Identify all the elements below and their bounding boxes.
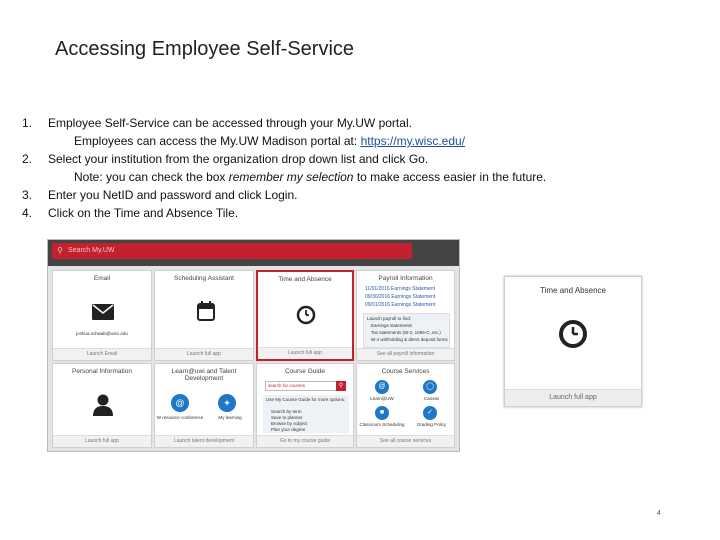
step-text: Select your institution from the organization drop down list and click Go. <box>48 152 429 166</box>
course-search-button[interactable]: ⚲ <box>336 381 346 391</box>
step-2 <box>22 150 546 168</box>
tile-title: Time and Absence <box>540 286 606 295</box>
tile-footer[interactable]: Launch full app <box>505 389 641 406</box>
tile-footer[interactable]: See all payroll information <box>357 348 454 360</box>
tile-footer[interactable]: Go to my course guide <box>257 435 353 447</box>
course-guide-option: Browse by subject <box>271 421 308 426</box>
tile-title: Email <box>93 275 111 282</box>
payroll-item: Tax statements (W-2, 1095-C, etc.) <box>371 330 441 335</box>
tile-scheduling-assistant[interactable] <box>154 270 254 361</box>
course-service-link[interactable]: Classroom Scheduling <box>359 422 405 427</box>
tile-footer[interactable]: Launch full app <box>155 348 253 360</box>
tile-time-and-absence[interactable] <box>256 270 354 361</box>
note-prefix: Note: you can check the box <box>74 170 229 184</box>
payroll-launch-label: Launch payroll to find: <box>367 316 412 321</box>
clock-icon <box>558 319 588 349</box>
person-icon <box>93 394 113 416</box>
earnings-statement-link[interactable]: 11/01/2016 Earnings Statement <box>365 286 435 292</box>
course-service-link[interactable]: Grading Policy <box>416 422 447 427</box>
learning-link[interactable]: W resource conference <box>156 415 204 420</box>
tile-title: Payroll Information <box>378 275 433 282</box>
search-icon: ⚲ <box>57 246 63 255</box>
step-number: 2. <box>22 152 33 166</box>
clock-icon <box>296 305 316 325</box>
course-guide-help-box <box>263 395 349 433</box>
tile-footer[interactable]: See all course services <box>357 435 454 447</box>
step-text: Employee Self-Service can be accessed through your My.UW portal. <box>48 116 412 130</box>
classroom-icon: ■ <box>375 406 389 420</box>
note-remember-selection <box>22 168 546 186</box>
portal-topbar <box>48 240 459 266</box>
portal-screenshot <box>47 239 460 452</box>
tile-title: Time and Absence <box>278 276 332 283</box>
tile-title: Course Guide <box>284 368 326 375</box>
course-guide-option: Save to planner <box>271 415 303 420</box>
portal-search-bar[interactable] <box>52 243 412 259</box>
course-guide-option: Search by term <box>271 409 302 414</box>
course-guide-option: Plan your degree <box>271 427 306 432</box>
earnings-statement-link[interactable]: 09/01/2016 Earnings Statement <box>365 302 436 308</box>
tile-title: Scheduling Assistant <box>174 275 234 282</box>
step-number: 3. <box>22 188 33 202</box>
zoomed-time-and-absence-tile[interactable] <box>504 276 642 407</box>
step-text: Enter you NetID and password and click Login. <box>48 188 298 202</box>
payroll-item: W-4 withholding & direct deposit forms <box>371 337 448 342</box>
tile-personal-information[interactable] <box>52 363 152 448</box>
tile-course-services[interactable] <box>356 363 455 448</box>
tile-title: Personal Information <box>72 368 132 375</box>
learn-uw-icon: @ <box>375 380 389 394</box>
note-text: Employees can access the My.UW Madison portal at: <box>74 134 361 148</box>
step-1 <box>22 114 546 132</box>
course-service-link[interactable]: Canvas <box>423 396 440 401</box>
course-guide-hint: Use My Course Guide for more options: <box>266 397 346 402</box>
my-learning-icon: ✦ <box>218 394 236 412</box>
tile-title: Course Services <box>381 368 430 375</box>
step-number: 1. <box>22 116 33 130</box>
portal-search-placeholder: Search My.UW <box>68 247 115 254</box>
learning-link[interactable]: My learning <box>218 415 242 420</box>
grading-icon: ✓ <box>423 406 437 420</box>
tile-email[interactable] <box>52 270 152 361</box>
tile-footer[interactable]: Launch Email <box>53 348 151 360</box>
step-3 <box>22 186 546 204</box>
step-text: Click on the Time and Absence Tile. <box>48 206 239 220</box>
tile-learning-talent[interactable] <box>154 363 254 448</box>
course-search-input[interactable]: search for courses <box>265 381 339 391</box>
page-title: Accessing Employee Self-Service <box>55 38 355 60</box>
note-emphasis: remember my selection <box>228 170 354 184</box>
portal-link[interactable]: https://my.wisc.edu/ <box>360 134 466 148</box>
tile-course-guide[interactable] <box>256 363 354 448</box>
learn-icon: @ <box>171 394 189 412</box>
note-suffix: to make access easier in the future. <box>353 170 547 184</box>
mail-icon <box>92 304 114 320</box>
instruction-list <box>22 114 546 222</box>
tile-title: Learn@uwi and Talent Development <box>171 368 237 382</box>
canvas-icon: ◯ <box>423 380 437 394</box>
step-4 <box>22 204 546 222</box>
email-address: joshua.schwab@wisc.edu <box>76 331 128 336</box>
payroll-item: Earnings statements <box>371 323 413 328</box>
tile-payroll-information[interactable] <box>356 270 455 361</box>
step-number: 4. <box>22 206 33 220</box>
earnings-statement-link[interactable]: 09/30/2016 Earnings Statement <box>365 294 436 300</box>
course-service-link[interactable]: Learn@UW <box>370 396 394 401</box>
tile-footer[interactable]: Launch full app <box>258 347 352 359</box>
tile-footer[interactable]: Launch full app <box>53 435 151 447</box>
page-number: 4 <box>657 510 661 517</box>
note-portal-address <box>22 132 546 150</box>
tile-footer[interactable]: Launch talent development <box>155 435 253 447</box>
calendar-icon <box>197 301 215 321</box>
payroll-help-box <box>363 313 450 348</box>
